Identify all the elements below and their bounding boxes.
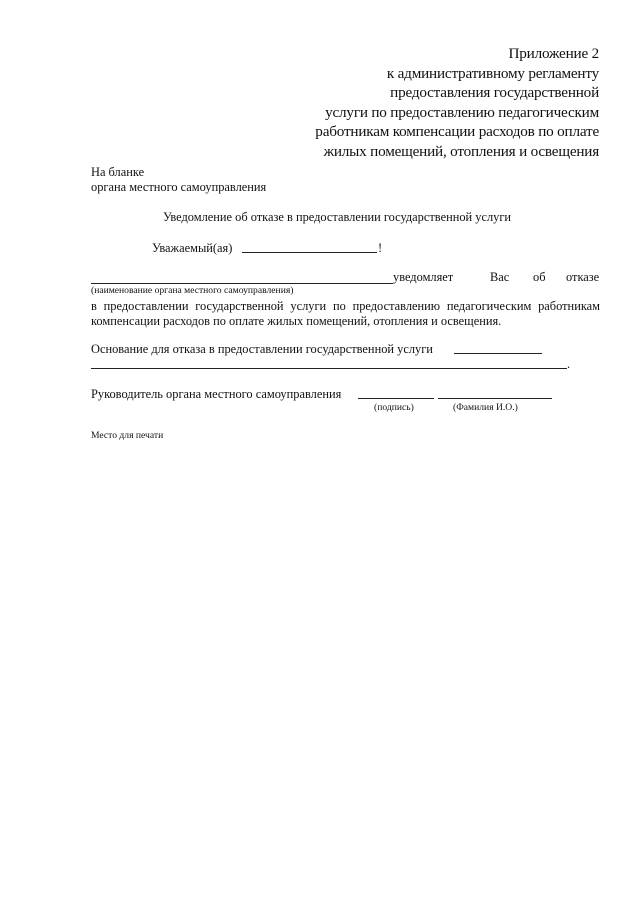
appendix-line: жилых помещений, отопления и освещения	[323, 142, 599, 160]
appendix-line: работникам компенсации расходов по оплате	[315, 123, 599, 141]
body-line-1: в предоставлении государственной услуги по предоставлению педагогическим работникам	[91, 299, 600, 313]
greeting-label: Уважаемый(ая)	[152, 241, 233, 255]
body-line-2: компенсации расходов по оплате жилых помещений, отопления и освещения.	[91, 314, 502, 328]
signature-caption: (подпись)	[374, 402, 414, 413]
notify-verb: уведомляет	[393, 270, 454, 284]
appendix-line: Приложение 2	[508, 45, 599, 62]
document-title: Уведомление об отказе в предоставлении государственной услуги	[163, 210, 512, 224]
letterhead-line-1: На бланке	[91, 165, 145, 179]
appendix-line: к административному регламенту	[386, 64, 599, 82]
signature-label: Руководитель органа местного самоуправления	[91, 387, 342, 401]
fullname-caption: (Фамилия И.О.)	[453, 402, 518, 413]
reason-label: Основание для отказа в предоставлении государственной услуги	[91, 342, 433, 356]
addressee-blank	[242, 252, 377, 253]
notify-word-3: об	[533, 270, 546, 284]
notify-word-2: Вас	[490, 270, 510, 284]
greeting-exclamation: !	[378, 241, 383, 255]
signature-blank	[358, 398, 434, 399]
appendix-header	[315, 44, 599, 162]
reason-period: .	[567, 357, 571, 371]
letterhead-line-2: органа местного самоуправления	[91, 180, 267, 194]
reason-blank-2	[91, 368, 567, 369]
appendix-line: услуги по предоставлению педагогическим	[325, 103, 599, 121]
fullname-blank	[438, 398, 552, 399]
stamp-place: Место для печати	[91, 430, 164, 441]
appendix-line: предоставления государственной	[390, 84, 599, 102]
notify-word-4: отказе	[566, 270, 600, 284]
authority-name-blank	[91, 283, 393, 284]
authority-name-caption: (наименование органа местного самоуправления)	[91, 285, 294, 296]
reason-blank-1	[454, 353, 542, 354]
